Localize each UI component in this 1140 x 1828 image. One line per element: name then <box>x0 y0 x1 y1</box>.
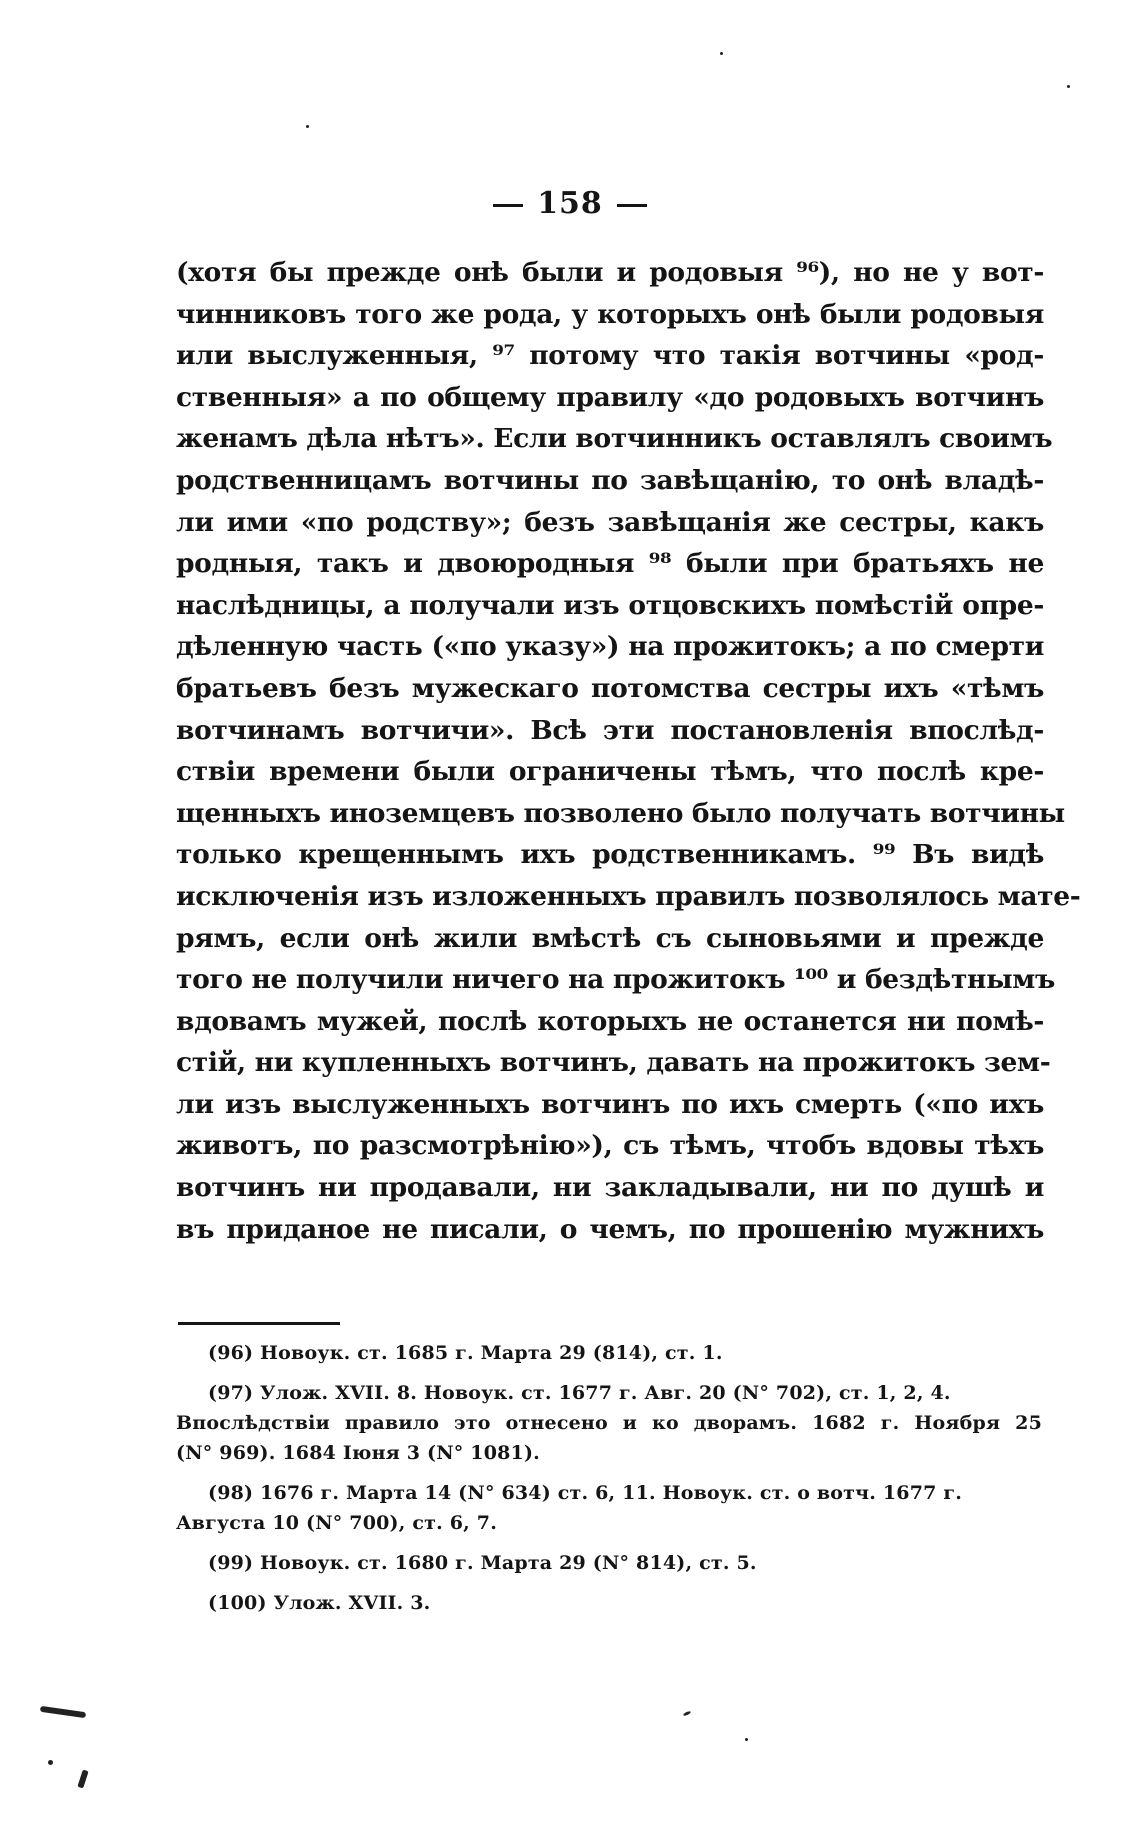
body-line: исключенія изъ изложенныхъ правилъ позволялось мате- <box>176 880 1081 912</box>
body-line: вдовамъ мужей, послѣ которыхъ не останется ни помѣ- <box>176 1005 1044 1037</box>
body-line: родственницамъ вотчины по завѣщанію, то онѣ владѣ- <box>176 464 1044 496</box>
footnote-96 <box>176 1338 1042 1368</box>
body-line: братьевъ безъ мужескаго потомства сестры ихъ «тѣмъ <box>176 672 1044 704</box>
body-line: ли ими «по родству»; безъ завѣщанія же сестры, какъ <box>176 506 1044 538</box>
page-number-dash-right <box>617 204 647 207</box>
footnotes <box>176 1338 1042 1628</box>
page-number-value: 158 <box>537 186 603 221</box>
page-number-dash-left <box>493 204 523 207</box>
footnote-line: Августа 10 (N° 700), ст. 6, 7. <box>176 1512 498 1534</box>
body-line: дѣленную часть («по указу») на прожитокъ; а по смерти <box>176 631 1044 663</box>
footnote-99 <box>176 1548 1042 1578</box>
body-line: стій, ни купленныхъ вотчинъ, давать на прожитокъ зем- <box>176 1047 1051 1079</box>
footnote-line: (98) 1676 г. Марта 14 (N° 634) ст. 6, 11. Новоук. ст. о вотч. 1677 г. <box>208 1482 963 1504</box>
body-line: женамъ дѣла нѣтъ». Если вотчинникъ оставлялъ своимъ <box>176 423 1053 455</box>
body-line: того не получили ничего на прожитокъ ¹⁰⁰ и бездѣтнымъ <box>176 964 1055 996</box>
body-line: вотчинамъ вотчичи». Всѣ эти постановленія впослѣд- <box>176 714 1044 746</box>
body-line: наслѣдницы, а получали изъ отцовскихъ помѣстій опре- <box>176 589 1044 621</box>
scan-speck <box>683 1710 692 1716</box>
scan-speck <box>306 125 309 128</box>
footnote-97 <box>176 1378 1042 1468</box>
body-line: или выслуженныя, ⁹⁷ потому что такія вотчины «род- <box>176 340 1044 372</box>
body-line: ствіи времени были ограничены тѣмъ, что послѣ кре- <box>176 756 1044 788</box>
footnote-100 <box>176 1588 1042 1618</box>
body-line: чинниковъ того же рода, у которыхъ онѣ были родовыя <box>176 298 1044 330</box>
footnote-separator-rule <box>178 1322 340 1325</box>
body-line: ственныя» а по общему правилу «до родовыхъ вотчинъ <box>176 381 1044 413</box>
scan-speck <box>40 1706 86 1718</box>
footnote-line: Впослѣдствіи правило это отнесено и ко дворамъ. 1682 г. Ноября 25 <box>176 1412 1042 1434</box>
body-line: вотчинъ ни продавали, ни закладывали, ни по душѣ и <box>176 1172 1044 1204</box>
footnote-line: (100) Улож. XVII. 3. <box>208 1592 431 1614</box>
footnote-line: (99) Новоук. ст. 1680 г. Марта 29 (N° 814), ст. 5. <box>208 1552 757 1574</box>
scan-speck <box>48 1760 53 1765</box>
body-line: ли изъ выслуженныхъ вотчинъ по ихъ смерть («по ихъ <box>176 1088 1044 1120</box>
footnote-line: (N° 969). 1684 Іюня 3 (N° 1081). <box>176 1442 540 1464</box>
body-text <box>176 252 1081 1250</box>
body-line: животъ, по разсмотрѣнію»), съ тѣмъ, чтобъ вдовы тѣхъ <box>176 1130 1044 1162</box>
body-line: только крещеннымъ ихъ родственникамъ. ⁹⁹ Въ видѣ <box>176 839 1044 871</box>
scan-speck <box>1067 85 1070 88</box>
body-line: въ приданое не писали, о чемъ, по прошенію мужнихъ <box>176 1213 1044 1245</box>
footnote-98 <box>176 1478 1042 1538</box>
body-line: рямъ, если онѣ жили вмѣстѣ съ сыновьями и прежде <box>176 922 1044 954</box>
body-line: родныя, такъ и двоюродныя ⁹⁸ были при братьяхъ не <box>176 548 1044 580</box>
scan-speck <box>745 1738 748 1741</box>
footnote-line: (97) Улож. XVII. 8. Новоук. ст. 1677 г. Авг. 20 (N° 702), ст. 1, 2, 4. <box>208 1382 951 1404</box>
scan-speck <box>720 52 723 55</box>
footnote-line: (96) Новоук. ст. 1685 г. Марта 29 (814), ст. 1. <box>208 1342 723 1364</box>
scan-speck <box>77 1770 88 1789</box>
page-number <box>0 186 1140 221</box>
body-line: щенныхъ иноземцевъ позволено было получать вотчины <box>176 797 1065 829</box>
body-line: (хотя бы прежде онѣ были и родовыя ⁹⁶), но не у вот- <box>176 257 1044 288</box>
